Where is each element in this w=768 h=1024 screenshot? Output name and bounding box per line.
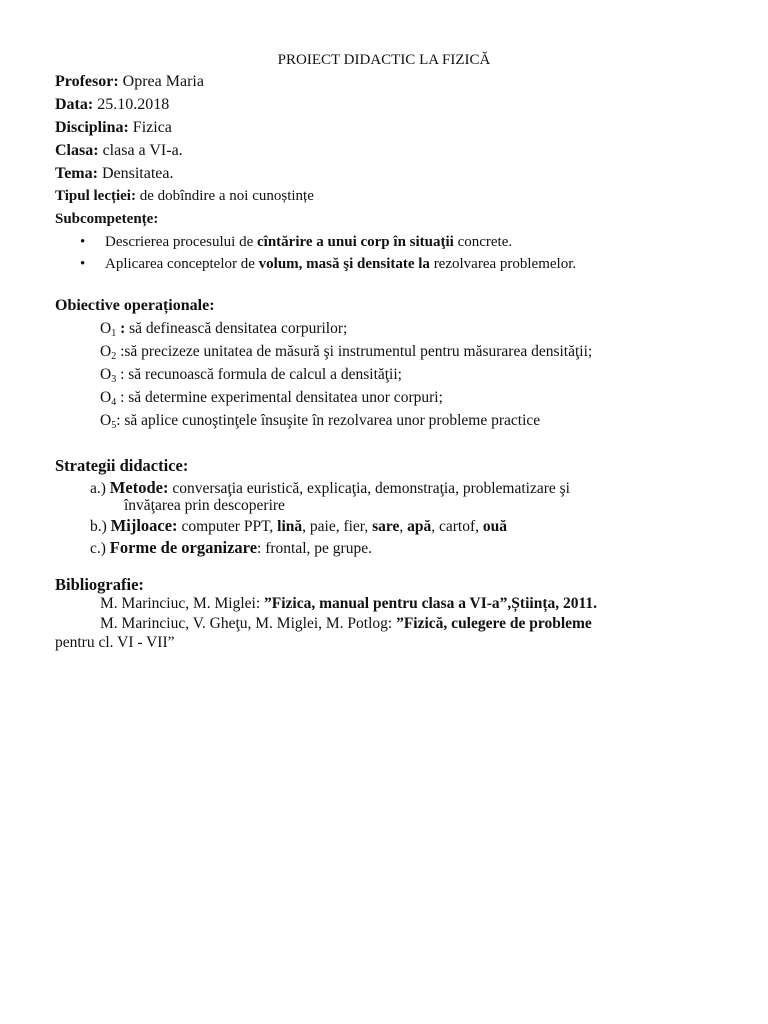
field-value: 25.10.2018 xyxy=(93,96,170,113)
field-label: Disciplina: xyxy=(55,119,129,136)
field-label: Profesor: xyxy=(55,73,119,90)
objective-item: $O_1$ : să definească densitatea corpurilor; xyxy=(100,320,348,339)
field-data xyxy=(55,96,169,114)
bibliografie-heading: Bibliografie: xyxy=(55,575,144,594)
field-tema xyxy=(55,165,174,183)
subcompetente-list xyxy=(80,234,576,278)
bullet-icon: • xyxy=(80,256,86,272)
obiective-heading: Obiective operaționale: xyxy=(55,297,215,314)
field-label: Clasa: xyxy=(55,142,99,159)
strategy-organization: c.) Forme de organizare: frontal, pe grupe. xyxy=(90,538,372,557)
field-disciplina xyxy=(55,119,172,137)
reference-item-cont: pentru cl. VI - VII” xyxy=(55,634,175,651)
field-value: Densitatea. xyxy=(97,165,174,182)
objective-item: $O_4$ : să determine experimental densitatea unor corpuri; xyxy=(100,389,443,408)
field-label: Tipul lecției: xyxy=(55,188,136,204)
field-value: de dobîndire a noi cunoștințe xyxy=(135,188,314,204)
objective-item: $O_2$ :să precizeze unitatea de măsură şi instrumentul pentru măsurarea densităţii; xyxy=(100,343,593,362)
strategii-heading: Strategii didactice: xyxy=(55,456,189,475)
objective-item: $O_3$ : să recunoască formula de calcul a densităţii; xyxy=(100,366,402,385)
field-tipul-lectiei xyxy=(55,188,314,205)
strategy-means: b.) Mijloace: computer PPT, lină, paie, fier, sare, apă, cartof, ouă xyxy=(90,516,508,535)
field-clasa xyxy=(55,142,183,160)
strategy-methods: a.) Metode: conversaţia euristică, explicaţia, demonstraţia, problematizare şi xyxy=(90,478,570,497)
field-value: clasa a VI-a. xyxy=(98,142,183,159)
field-value: Oprea Maria xyxy=(118,73,204,90)
field-profesor xyxy=(55,73,204,91)
field-label: Data: xyxy=(55,96,94,113)
bullet-icon: • xyxy=(80,234,86,250)
objective-item: $O_5$: să aplice cunoştinţele însuşite în rezolvarea unor probleme practice xyxy=(100,412,541,431)
field-value: Fizica xyxy=(128,119,172,136)
field-label: Tema: xyxy=(55,165,98,182)
reference-item: M. Marinciuc, M. Miglei: ”Fizica, manual pentru clasa a VI-a”,Știința, 2011. xyxy=(100,595,598,612)
strategy-methods-cont: învăţarea prin descoperire xyxy=(124,497,285,514)
reference-item: M. Marinciuc, V. Gheţu, M. Miglei, M. Potlog: ”Fizică, culegere de probleme xyxy=(100,615,592,632)
document-title: PROIECT DIDACTIC LA FIZICĂ xyxy=(277,52,491,68)
subcompetente-heading: Subcompetențe: xyxy=(55,211,159,227)
list-item: • Descrierea procesului de cîntărire a unui corp în situaţii concrete. xyxy=(80,234,513,250)
list-item: • Aplicarea conceptelor de volum, masă şi densitate la rezolvarea problemelor. xyxy=(80,256,577,272)
